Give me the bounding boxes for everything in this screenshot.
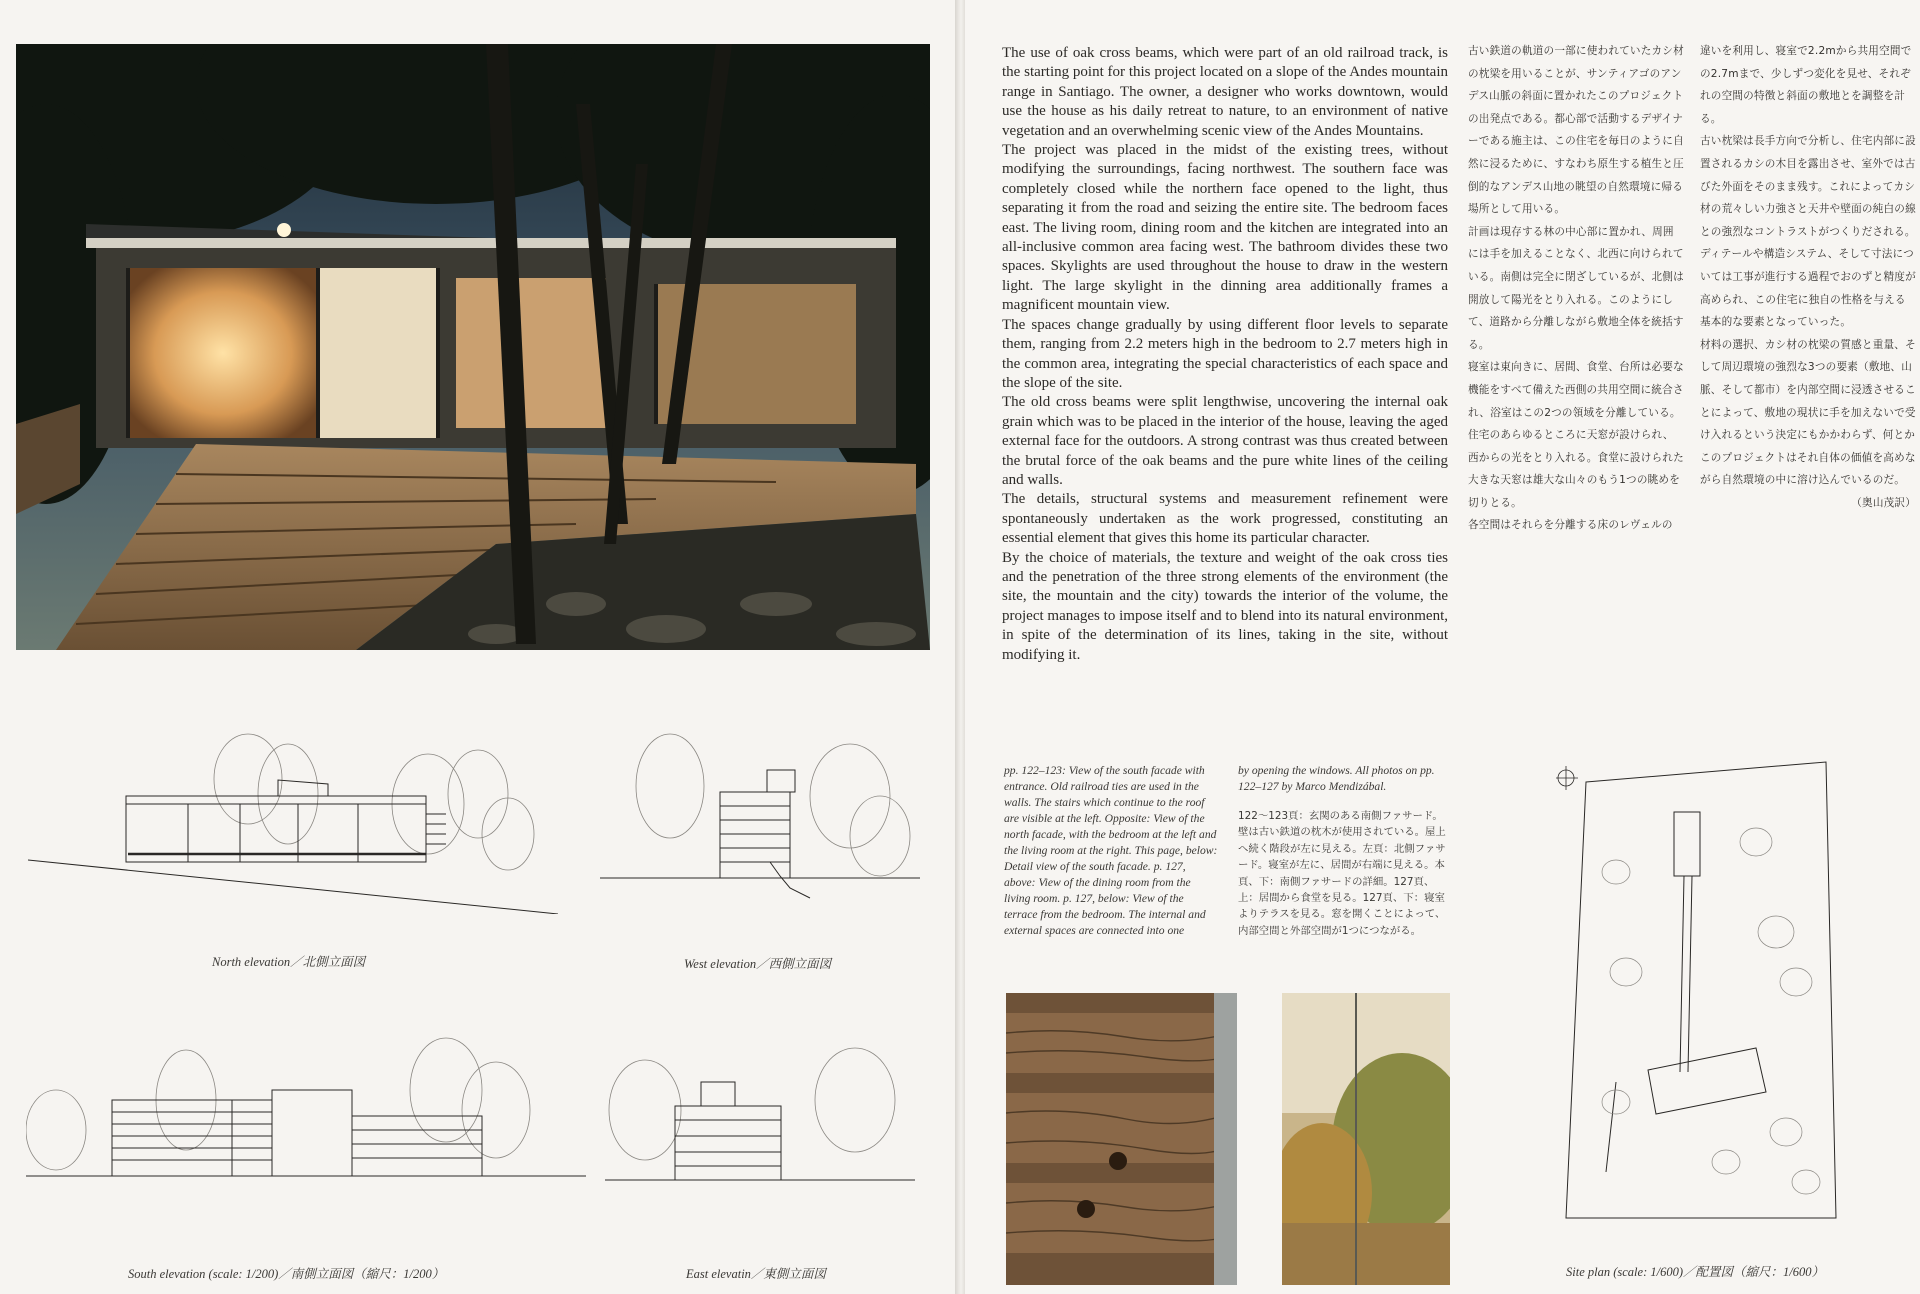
east-elevation-caption: East elevatin／東側立面図 xyxy=(686,1267,826,1281)
jp-paragraph: ディテールや構造システム、そして寸法については工事が進行する過程でおのずと精度が高められ、この住宅に独自の性格を与える基本的な要素となっていった。 xyxy=(1700,248,1916,329)
body-paragraph: By the choice of materials, the texture and weight of the oak cross ties and the penetration of the three strong elements of the environment (the site, the mountain and the city) towards the interior of the volume, the project manages to impose itself and to blend into its natural environment, in spite of the determination of its lines, taking in the site, without modifying it. xyxy=(1002,549,1448,663)
hero-photo-north-facade xyxy=(16,44,930,650)
article-body-jp-col1 xyxy=(1468,40,1684,537)
spine-gutter xyxy=(955,0,965,1294)
translator-credit: （奥山茂訳） xyxy=(1851,496,1916,509)
site-plan-caption: Site plan (scale: 1/600)／配置図（縮尺：1/600） xyxy=(1566,1265,1824,1279)
body-paragraph: The project was placed in the midst of the existing trees, without modifying the surroundings, facing northwest. The southern face was completely closed while the northern face opened to the light, thus separating it from the road and seizing the entire site. The bedroom faces east. The living room, dining room and the kitchen are integrated into an all-inclusive common area facing west. The bathroom divides these two spaces. Skylights are used throughout the house to draw in the western light. The large skylight in the dinning area additionally frames a magnificent mountain view. xyxy=(1002,142,1448,314)
detail-photo-terrace-view xyxy=(1282,993,1450,1285)
east-elevation-drawing xyxy=(605,1040,915,1200)
body-paragraph: The use of oak cross beams, which were part of an old railroad track, is the starting point for this project located on a slope of the Andes mountain range in Santiago. The owner, a designer who works downtown, would use the house as his daily retreat to nature, to an environment of native vegetation and an overwhelming scenic view of the Andes Mountains. xyxy=(1002,45,1448,139)
body-paragraph: The details, structural systems and measurement refinement were spontaneously undertaken as the work progressed, constituting an essential element that gives this home its particular character. xyxy=(1002,491,1448,547)
body-paragraph: The old cross beams were split lengthwise, uncovering the internal oak grain which was to be placed in the interior of the house, leaving the aged external face for the outdoors. A strong contrast was thus created between the brutal force of the oak beams and the pure white lines of the ceiling and walls. xyxy=(1002,394,1448,488)
photo-caption-jp: 122～123頁：玄関のある南側ファサード。壁は古い鉄道の枕木が使用されている。屋上へ続く階段が左に見える。左頁：北側ファサード。寝室が左に、居間が右端に見える。本頁、下：南側ファサードの詳細。127頁、上：居間から食堂を見る。127頁、下：寝室よりテラスを見る。窓を開くことによって、内部空間と外部空間が1つにつながる。 xyxy=(1238,810,1446,937)
jp-paragraph: 各空間はそれらを分離する床のレヴェルの xyxy=(1468,519,1673,532)
site-plan-drawing xyxy=(1556,752,1846,1226)
photo-caption-en-continued: by opening the windows. All photos on pp. 122–127 by Marco Mendizábal. xyxy=(1238,764,1435,793)
body-paragraph: The spaces change gradually by using different floor levels to separate them, ranging from 2.2 meters high in the bedroom to 2.7 meters high in the common area, integrating the special characteristics of each space and the slope of the site. xyxy=(1002,316,1448,391)
detail-photo-oak-beams xyxy=(1006,993,1237,1285)
north-elevation-caption: North elevation／北側立面図 xyxy=(212,955,366,969)
jp-paragraph: 計画は現存する林の中心部に置かれ、周囲には手を加えることなく、北西に向けられている。南側は完全に閉ざしているが、北側は開放して陽光をとり入れる。このようにして、道路から分離しながら敷地全体を統括する。 xyxy=(1468,225,1684,351)
jp-paragraph: 寝室は東向きに、居間、食堂、台所は必要な機能をすべて備えた西側の共用空間に統合され、浴室はこの2つの領域を分離している。住宅のあらゆるところに天窓が設けられ、西からの光をとり入れる。食堂に設けられた大きな天窓は雄大な山々のもう1つの眺めを切りとる。 xyxy=(1468,361,1684,509)
jp-paragraph: 材料の選択、カシ材の枕梁の質感と重量、そして周辺環境の強烈な3つの要素（敷地、山脈、そして都市）を内部空間に浸透させることによって、敷地の現状に手を加えないで受け入れるという決定にもかかわらず、何とかこのプロジェクトはそれ自体の価値を高めながら自然環境の中に溶け込んでいるのだ。 xyxy=(1700,338,1916,487)
jp-paragraph: 古い鉄道の軌道の一部に使われていたカシ材の枕梁を用いることが、サンティアゴのアンデス山脈の斜面に置かれたこのプロジェクトの出発点である。都心部で活動するデザイナーである施主は、この住宅を毎日のように自然に浸るために、すなわち原生する植生と圧倒的なアンデス山地の眺望の自然環境に帰る場所として用いる。 xyxy=(1468,45,1684,216)
north-elevation-drawing xyxy=(28,724,558,914)
south-elevation-drawing xyxy=(26,1030,586,1200)
jp-paragraph: 古い枕梁は長手方向で分析し、住宅内部に設置されるカシの木目を露出させ、室外では古びた外面をそのまま残す。これによってカシ材の荒々しい力強さと天井や壁面の純白の線との強烈なコントラストがつくりだされる。 xyxy=(1700,135,1916,238)
article-body-en xyxy=(1002,44,1448,665)
photo-caption-en: pp. 122–123: View of the south facade with entrance. Old railroad ties are used in the walls. The stairs which continue to the roof are visible at the left. Opposite: View of the north facade, with the bedroom at the left and the living room at the right. This page, below: Detail view of the south facade. p. 127, above: View of the dining room from the living room. p. 127, below: View of the terrace from the bedroom. The internal and external spaces are connected into one xyxy=(1004,764,1218,937)
jp-paragraph: 違いを利用し、寝室で2.2mから共用空間での2.7mまで、少しずつ変化を見せ、それぞれの空間の特徴と斜面の敷地とを調整を計る。 xyxy=(1700,45,1912,125)
article-body-jp-col2 xyxy=(1700,40,1916,514)
south-elevation-caption: South elevation (scale: 1/200)／南側立面図（縮尺：1/200） xyxy=(128,1267,445,1281)
west-elevation-caption: West elevation／西側立面図 xyxy=(684,957,832,971)
west-elevation-drawing xyxy=(600,726,920,916)
